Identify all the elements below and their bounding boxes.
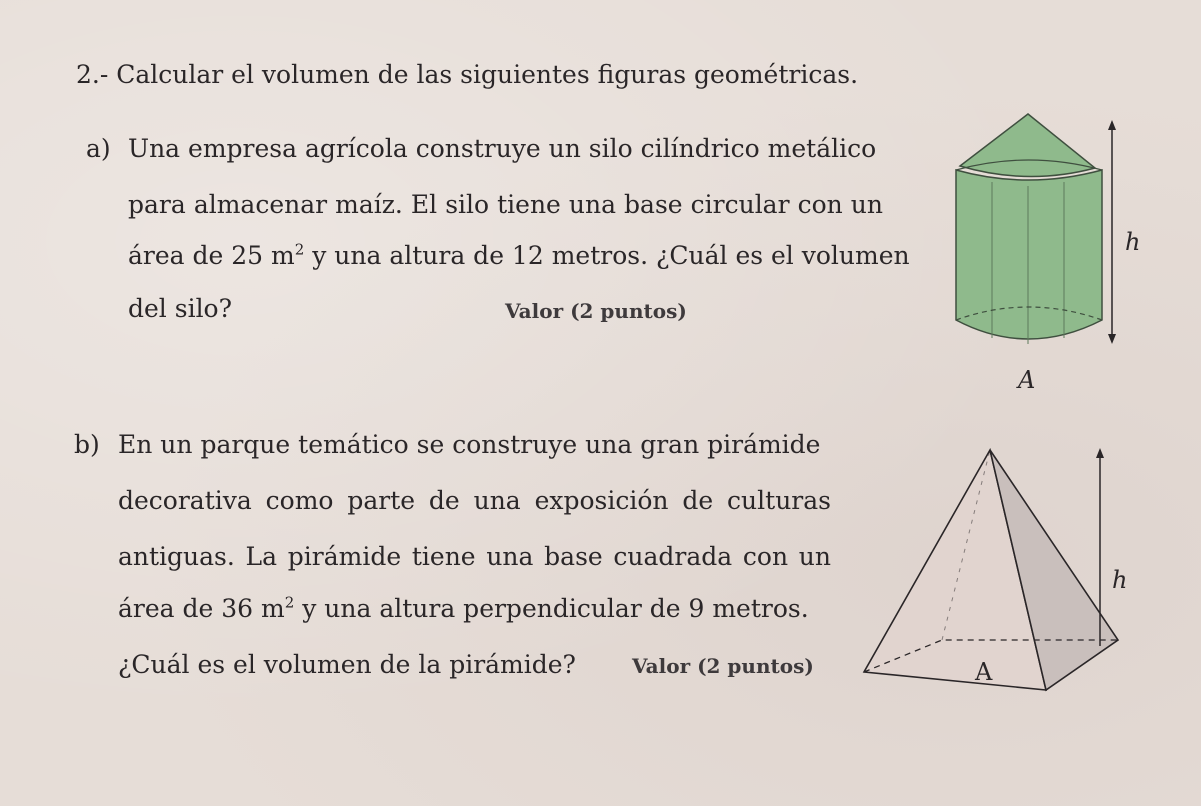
- part-b-valor: Valor (2 puntos): [632, 654, 814, 678]
- silo-area-label: A: [1018, 366, 1036, 394]
- silo-cone: [960, 114, 1095, 177]
- part-b-line4: [118, 593, 809, 623]
- part-a-line3-pre: área de 25 m: [128, 241, 295, 270]
- exercise-heading: 2.- Calcular el volumen de las siguientes figuras geométricas.: [76, 60, 859, 89]
- silo-figure: [940, 108, 1140, 378]
- part-a-label: a): [86, 134, 111, 163]
- part-b-line5: ¿Cuál es el volumen de la pirámide?: [118, 650, 576, 679]
- part-a-line4: del silo?: [128, 294, 233, 323]
- part-b-line2: decorativa como parte de una exposición de culturas: [118, 486, 831, 515]
- part-a-line3: [128, 240, 910, 270]
- part-a-exponent: 2: [294, 240, 305, 259]
- part-a-line2: para almacenar maíz. El silo tiene una base circular con un: [128, 190, 883, 219]
- part-b-line3: antiguas. La pirámide tiene una base cuadrada con un: [118, 542, 831, 571]
- part-b-line1: En un parque temático se construye una gran pirámide: [118, 430, 821, 459]
- part-b-line4-pre: área de 36 m: [118, 594, 285, 623]
- part-a-line1: Una empresa agrícola construye un silo cilíndrico metálico: [128, 134, 877, 163]
- pyramid-height-label: h: [1112, 566, 1128, 594]
- part-b-label: b): [74, 430, 100, 459]
- part-b-line4-post: y una altura perpendicular de 9 metros.: [294, 594, 809, 623]
- pyramid-figure: [860, 440, 1150, 700]
- pyramid-area-label: A: [975, 658, 993, 686]
- part-b-exponent: 2: [284, 593, 295, 612]
- part-a-line3-post: y una altura de 12 metros. ¿Cuál es el volumen: [304, 241, 910, 270]
- part-a-valor: Valor (2 puntos): [505, 299, 687, 323]
- silo-height-label: h: [1125, 228, 1141, 256]
